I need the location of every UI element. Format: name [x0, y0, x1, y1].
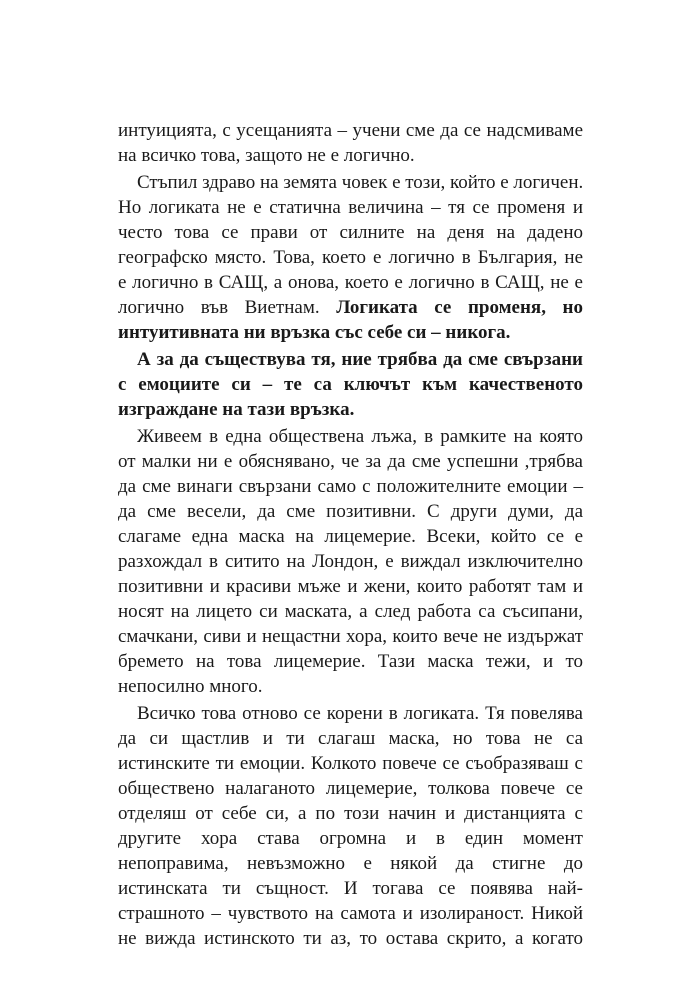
text-line: Всичко това отново се корени в логиката. Тя повелява: [137, 703, 583, 724]
bold-text-line: интуитивната ни връзка със себе си – никога.: [118, 322, 511, 343]
text-line: непосилно много.: [118, 676, 263, 697]
paragraph-5: [118, 701, 583, 951]
text-line: истинските ти емоции. Колкото повече се съобразяваш с: [118, 753, 583, 774]
text-line: Живеем в една обществена лъжа, в рамките на която: [137, 426, 583, 447]
text-line-mixed: [118, 295, 583, 320]
bold-text-line: с емоциите си – те са ключът към качественото: [118, 374, 583, 395]
text-line: интуицията, с усещанията – учени сме да се надсмиваме: [118, 120, 583, 141]
text-line: от малки ни е обяснявано, че за да сме успешни ,трябва: [118, 451, 583, 472]
text-line: да сме винаги свързани само с положителните емоции –: [118, 476, 583, 497]
text-line: непоправима, невъзможно е някой да стигне до: [118, 853, 583, 874]
text-line: Стъпил здраво на земята човек е този, който е логичен.: [137, 172, 584, 193]
text-line: слагаме една маска на лицемерие. Всеки, който се е: [118, 526, 583, 547]
text-line: Но логиката не е статична величина – тя се променя и: [118, 197, 583, 218]
text-span: логично във Виетнам.: [118, 297, 320, 318]
text-line: бремето на това лицемерие. Тази маска тежи, и то: [118, 651, 583, 672]
text-line: да си щастлив и ти слагаш маска, но това не са: [118, 728, 583, 749]
text-line: позитивни и красиви мъже и жени, които работят там и: [118, 576, 583, 597]
paragraph-2: [118, 170, 583, 345]
text-line: истинската ти същност. И тогава се появява най-: [118, 878, 583, 899]
text-line: отделяш от себе си, а по този начин и дистанцията с: [118, 803, 583, 824]
text-line: смачкани, сиви и нещастни хора, които вече не издържат: [118, 626, 583, 647]
text-line: не вижда истинското ти аз, то остава скрито, а когато: [118, 928, 583, 949]
text-line: обществено налаганото лицемерие, толкова повече се: [118, 778, 583, 799]
text-line: другите хора става огромна и в един момент: [118, 828, 583, 849]
bold-text-span: Логиката се променя, но: [336, 297, 583, 318]
text-line: на всичко това, защото не е логично.: [118, 145, 415, 166]
page-body: [118, 118, 583, 953]
paragraph-3-bold: [118, 347, 583, 422]
text-line: страшното – чувството на самота и изолираност. Никой: [118, 903, 583, 924]
text-line: да сме весели, да сме позитивни. С други думи, да: [118, 501, 583, 522]
text-line: често това се прави от силните на деня на дадено: [118, 222, 583, 243]
text-line: е логично в САЩ, а онова, което е логично в САЩ, не е: [118, 272, 583, 293]
text-line: носят на лицето си маската, а след работа са съсипани,: [118, 601, 583, 622]
text-line: разхождал в ситито на Лондон, е виждал изключително: [118, 551, 583, 572]
text-line: географско място. Това, което е логично в България, не: [118, 247, 583, 268]
bold-text-line: изграждане на тази връзка.: [118, 399, 355, 420]
paragraph-4: [118, 424, 583, 699]
paragraph-1: [118, 118, 583, 168]
bold-text-line: А за да съществува тя, ние трябва да сме свързани: [137, 349, 583, 370]
